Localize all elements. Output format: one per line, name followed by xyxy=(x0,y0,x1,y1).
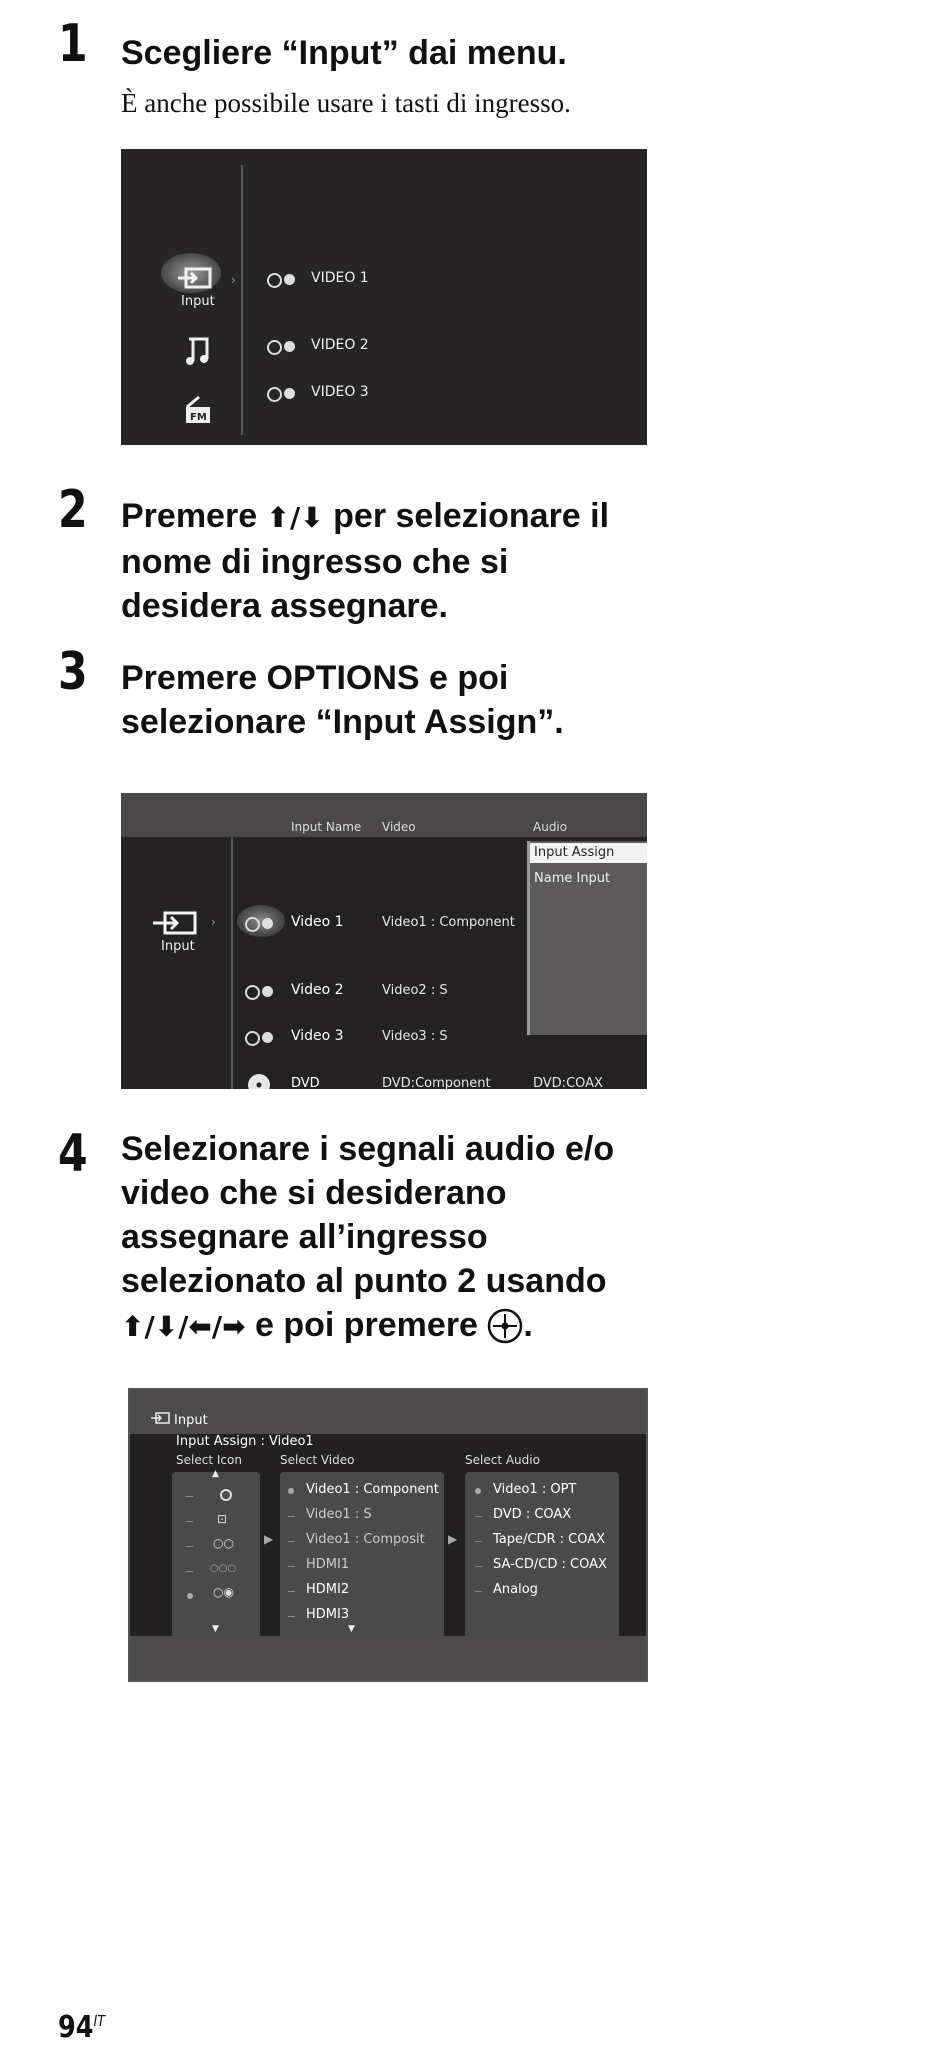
video-1-item[interactable] xyxy=(267,269,467,289)
item-dash xyxy=(288,1541,295,1542)
enter-button-icon xyxy=(487,1308,523,1344)
step-2-line1-pre: Premere xyxy=(121,497,267,535)
menu-divider xyxy=(241,165,243,435)
connector-ring-icon xyxy=(245,985,260,1000)
screen-title: Input xyxy=(174,1413,208,1428)
select-video-list[interactable] xyxy=(280,1472,444,1638)
row-dvd[interactable] xyxy=(237,1067,647,1089)
page-number-value: 94 xyxy=(58,2010,94,2045)
selected-bullet-icon xyxy=(187,1593,193,1599)
menu-divider xyxy=(231,837,233,1089)
input-icon xyxy=(151,911,197,937)
video-option[interactable]: Video1 : Component xyxy=(306,1482,439,1497)
music-note-icon xyxy=(183,335,211,365)
triple-ring-icon: ○○○ xyxy=(210,1563,237,1574)
connector-s-icon xyxy=(262,986,273,997)
step-2-line3: desidera assegnare. xyxy=(121,587,448,625)
scroll-up-icon[interactable]: ▲ xyxy=(212,1469,219,1479)
row-name: Video 3 xyxy=(291,1028,344,1044)
step-4-line1: Selezionare i segnali audio e/o xyxy=(121,1130,615,1168)
options-menu-screenshot xyxy=(121,793,647,1089)
composite-icon: ⊡ xyxy=(217,1512,228,1526)
footer-bar xyxy=(130,1636,646,1680)
options-popup-menu xyxy=(527,841,647,1035)
audio-option[interactable]: SA-CD/CD : COAX xyxy=(493,1557,607,1572)
input-icon xyxy=(176,267,212,291)
menu-item-input-assign[interactable]: Input Assign xyxy=(530,843,647,863)
item-dash xyxy=(186,1496,193,1497)
column-arrow-icon: ▶ xyxy=(448,1532,458,1546)
row-video: Video3 : S xyxy=(382,1029,448,1044)
step-2-line2: nome di ingresso che si xyxy=(121,543,509,581)
step-4-number: 4 xyxy=(58,1124,88,1184)
fm-tuner-icon xyxy=(183,393,213,425)
step-1-number: 1 xyxy=(58,14,88,74)
double-ring-icon: ○○ xyxy=(213,1536,234,1550)
audio-option[interactable]: Video1 : OPT xyxy=(493,1482,577,1497)
step-2-line1-post: per selezionare il xyxy=(323,497,610,535)
step-3-line1: Premere OPTIONS e poi xyxy=(121,659,509,697)
four-way-arrows-icon: ⬆/⬇/⬅/➡ xyxy=(121,1310,246,1343)
col-header-icon: Select Icon xyxy=(176,1453,242,1467)
video-2-label: VIDEO 2 xyxy=(311,337,369,353)
video-option[interactable]: Video1 : S xyxy=(306,1507,372,1522)
connector-s-icon xyxy=(262,918,273,929)
connector-ring-icon xyxy=(245,917,260,932)
row-video-3[interactable] xyxy=(237,1023,527,1049)
video-option[interactable]: HDMI2 xyxy=(306,1582,350,1597)
header-audio: Audio xyxy=(533,820,568,834)
scroll-down-icon[interactable]: ▼ xyxy=(348,1624,355,1634)
connector-s-icon xyxy=(284,274,295,285)
video-option[interactable]: Video1 : Composit xyxy=(306,1532,425,1547)
step-3-line2: selezionare “Input Assign”. xyxy=(121,703,564,741)
page-number xyxy=(58,2010,105,2045)
row-name: DVD xyxy=(291,1076,320,1089)
item-dash xyxy=(186,1571,193,1572)
video-option[interactable]: HDMI1 xyxy=(306,1557,350,1572)
video-2-item[interactable] xyxy=(267,336,467,356)
header-video: Video xyxy=(382,820,416,834)
input-icon-label: Input xyxy=(181,294,215,309)
connector-ring-icon xyxy=(267,387,282,402)
connector-ring-icon xyxy=(220,1489,232,1501)
up-down-arrows-icon: ⬆/⬇ xyxy=(266,501,324,534)
input-icon xyxy=(150,1412,170,1424)
selected-bullet-icon xyxy=(288,1488,294,1494)
connector-s-icon xyxy=(284,341,295,352)
step-4-text xyxy=(121,1127,614,1349)
selection-arrow-icon: › xyxy=(231,273,236,287)
step-1-title: Scegliere “Input” dai menu. xyxy=(121,34,567,72)
item-dash xyxy=(288,1516,295,1517)
row-audio: DVD:COAX xyxy=(533,1076,603,1089)
item-dash xyxy=(186,1546,193,1547)
assign-line: Input Assign : Video1 xyxy=(176,1434,314,1449)
audio-option[interactable]: Tape/CDR : COAX xyxy=(493,1532,606,1547)
audio-option[interactable]: Analog xyxy=(493,1582,538,1597)
scroll-down-icon[interactable]: ▼ xyxy=(212,1624,219,1634)
select-icon-list[interactable] xyxy=(172,1469,260,1638)
video-option[interactable]: HDMI3 xyxy=(306,1607,350,1622)
step-4-line5-post: e poi premere xyxy=(245,1306,488,1344)
row-video: DVD:Component xyxy=(382,1076,491,1089)
item-dash xyxy=(288,1566,295,1567)
step-4-line4: selezionato al punto 2 usando xyxy=(121,1262,607,1300)
input-menu-screenshot xyxy=(121,149,647,445)
row-video-2[interactable] xyxy=(237,977,527,1003)
step-2-text xyxy=(121,494,609,628)
page-language-suffix: IT xyxy=(93,2012,106,2030)
step-3-text xyxy=(121,656,564,744)
item-dash xyxy=(475,1566,482,1567)
col-header-audio: Select Audio xyxy=(465,1453,540,1467)
step-4-line5-end: . xyxy=(523,1306,533,1344)
step-4-line2: video che si desiderano xyxy=(121,1174,507,1212)
step-2-number: 2 xyxy=(58,480,88,540)
video-3-label: VIDEO 3 xyxy=(311,384,369,400)
column-arrow-icon: ▶ xyxy=(264,1532,274,1546)
row-video: Video2 : S xyxy=(382,983,448,998)
ring-s-icon: ○◉ xyxy=(213,1585,234,1599)
item-dash xyxy=(475,1541,482,1542)
connector-ring-icon xyxy=(245,1031,260,1046)
menu-item-name-input[interactable]: Name Input xyxy=(534,871,611,886)
row-name: Video 1 xyxy=(291,914,344,930)
selection-arrow-icon: › xyxy=(211,915,216,929)
selected-glow xyxy=(237,905,285,937)
header-input-name: Input Name xyxy=(291,820,362,834)
row-video-1[interactable] xyxy=(237,909,527,935)
step-4-line3: assegnare all’ingresso xyxy=(121,1218,488,1256)
disc-icon xyxy=(247,1073,271,1089)
row-name: Video 2 xyxy=(291,982,344,998)
select-audio-list[interactable] xyxy=(465,1472,619,1638)
col-header-video: Select Video xyxy=(280,1453,355,1467)
item-dash xyxy=(288,1616,295,1617)
connector-s-icon xyxy=(262,1032,273,1043)
input-icon-label: Input xyxy=(161,939,195,954)
connector-ring-icon xyxy=(267,273,282,288)
svg-text:FM: FM xyxy=(190,412,207,423)
step-1-subtitle: È anche possibile usare i tasti di ingresso. xyxy=(121,88,571,118)
video-3-item[interactable] xyxy=(267,383,467,403)
audio-option[interactable]: DVD : COAX xyxy=(493,1507,572,1522)
connector-s-icon xyxy=(284,388,295,399)
item-dash xyxy=(475,1516,482,1517)
input-assign-screenshot xyxy=(128,1388,648,1682)
item-dash xyxy=(475,1591,482,1592)
step-3-number: 3 xyxy=(58,642,88,702)
item-dash xyxy=(288,1591,295,1592)
row-video: Video1 : Component xyxy=(382,915,515,930)
item-dash xyxy=(186,1521,193,1522)
connector-ring-icon xyxy=(267,340,282,355)
selected-bullet-icon xyxy=(475,1488,481,1494)
video-1-label: VIDEO 1 xyxy=(311,270,369,286)
